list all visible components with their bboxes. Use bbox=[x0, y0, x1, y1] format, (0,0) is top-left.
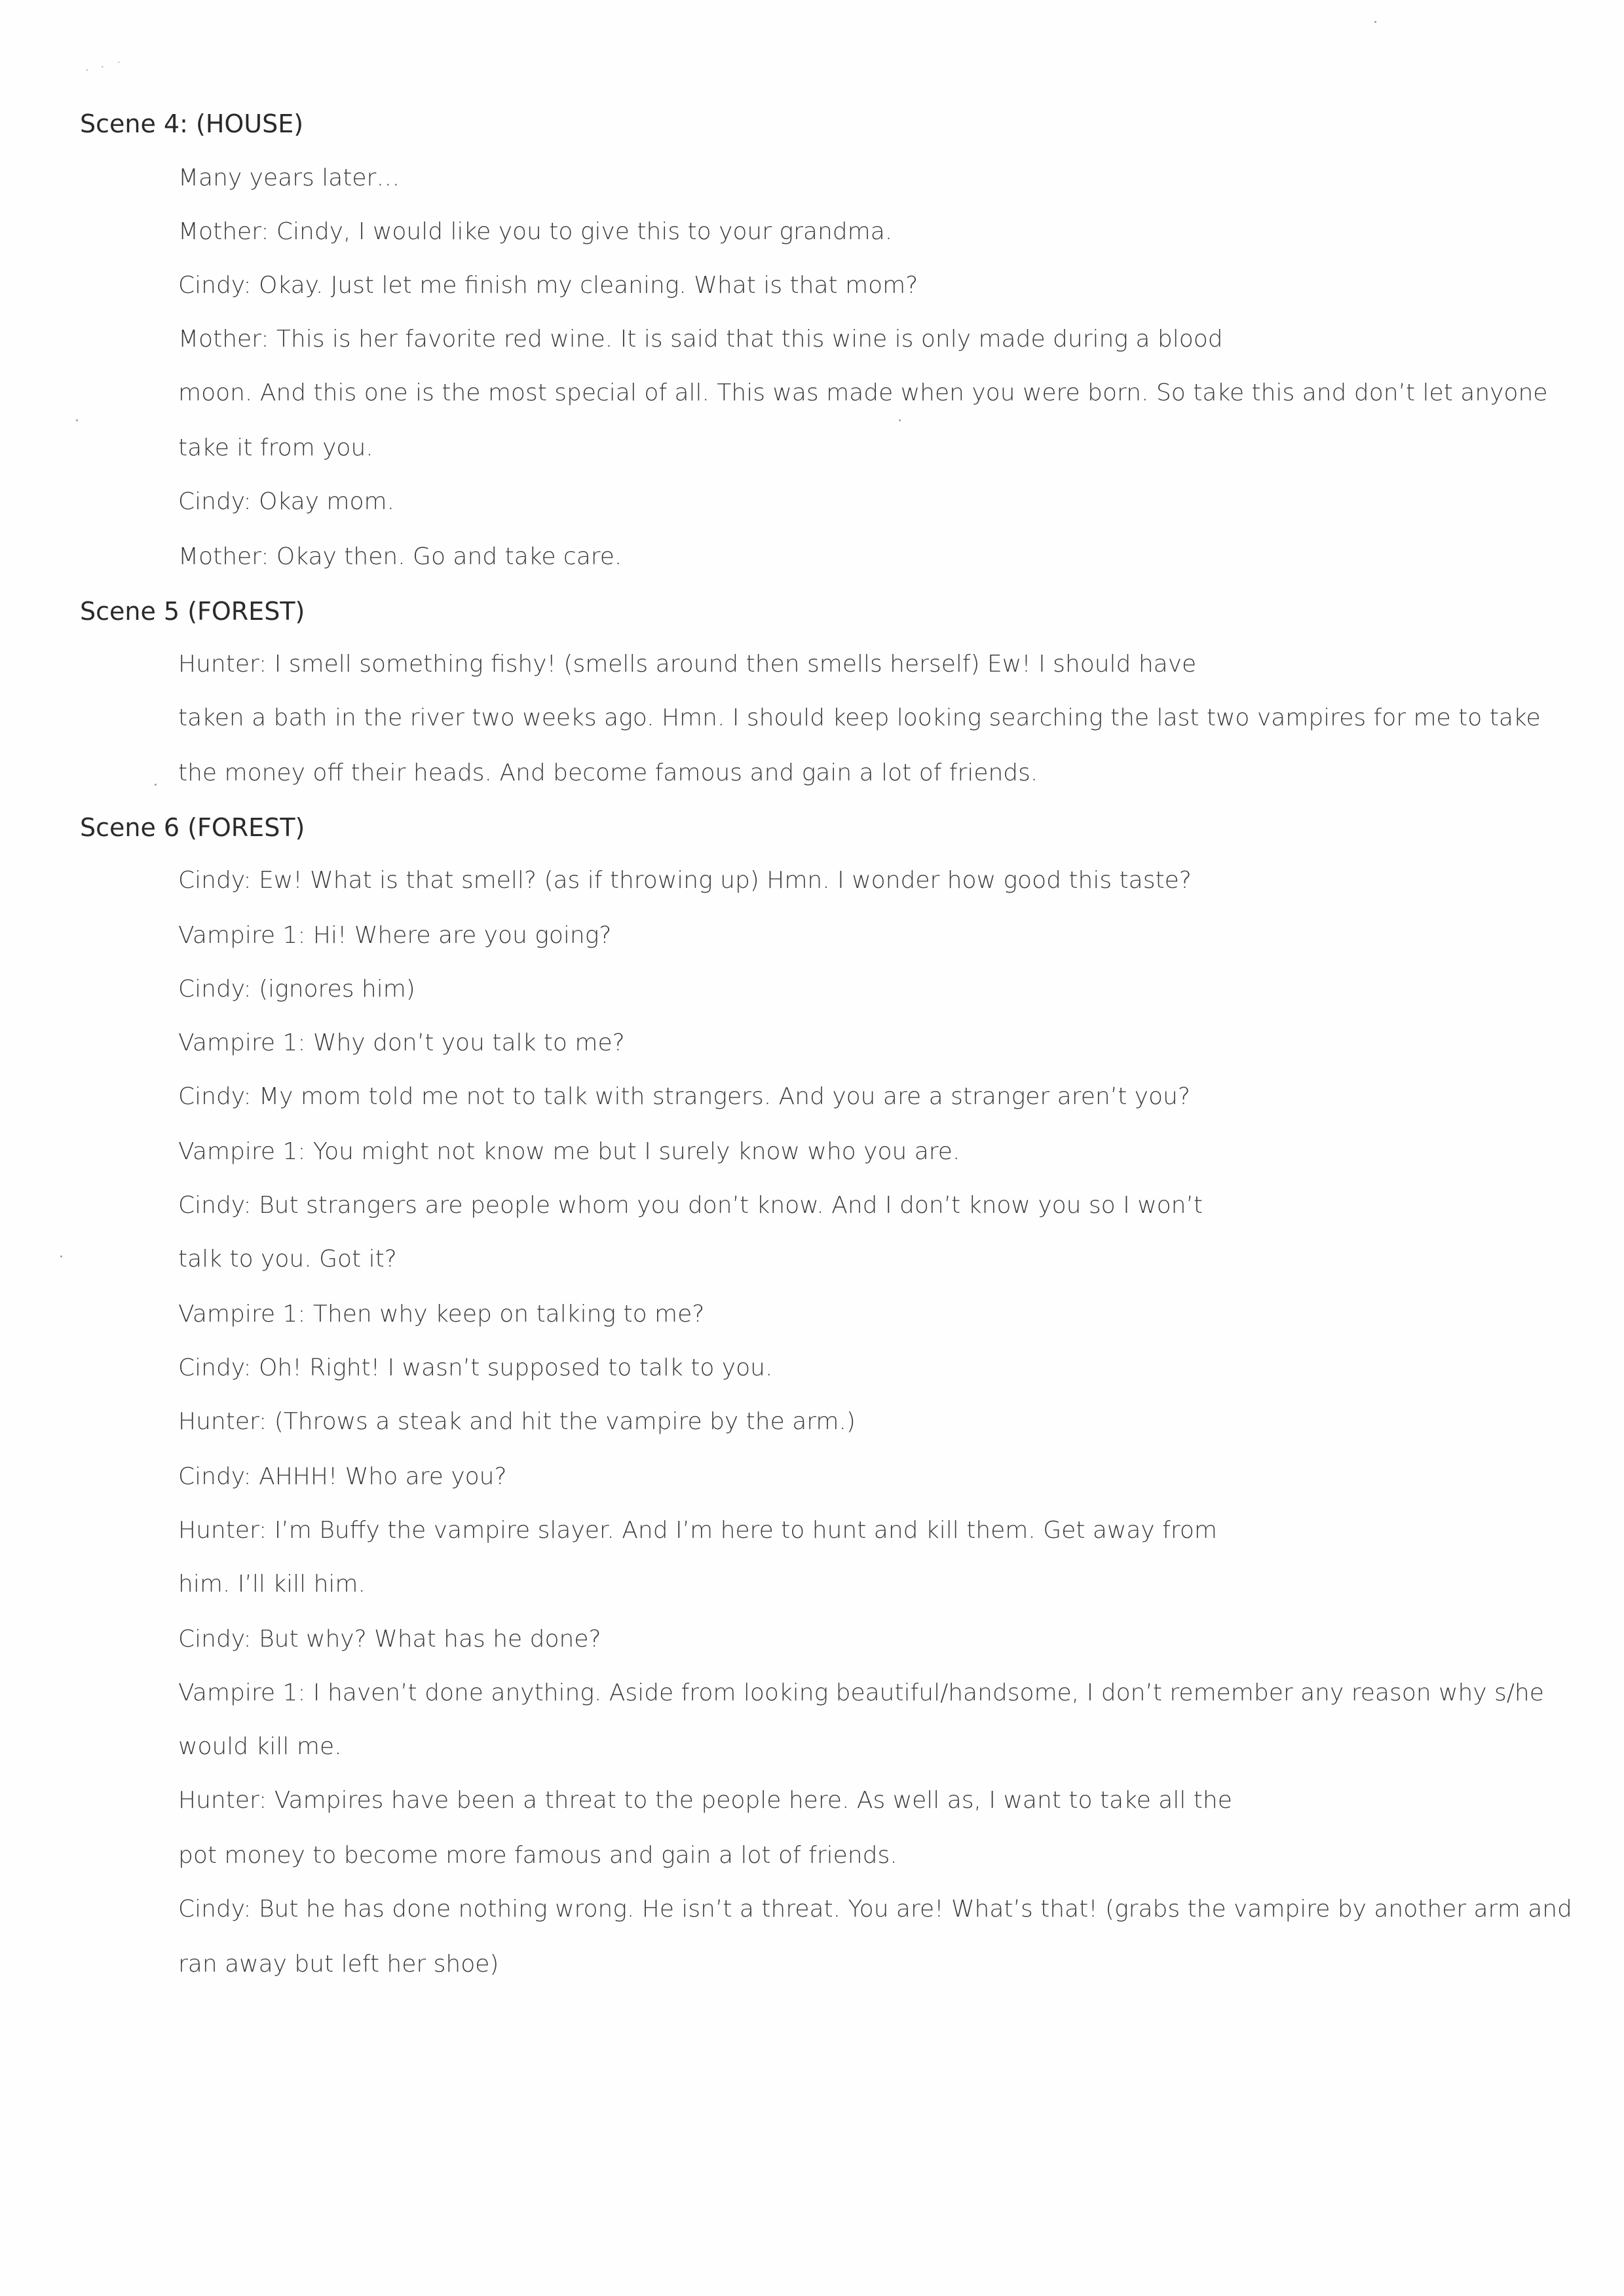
script-line: Cindy: Oh! Right! I wasn’t supposed to talk to you. bbox=[178, 1354, 773, 1381]
script-line: Vampire 1: Hi! Where are you going? bbox=[178, 922, 612, 949]
script-line: talk to you. Got it? bbox=[178, 1246, 397, 1272]
script-line: Vampire 1: Then why keep on talking to me? bbox=[178, 1301, 705, 1328]
script-line: pot money to become more famous and gain a lot of friends. bbox=[178, 1842, 897, 1869]
script-line: would kill me. bbox=[178, 1733, 342, 1760]
script-line: Vampire 1: I haven’t done anything. Aside from looking beautiful/handsome, I don’t remember any reason why s/he bbox=[178, 1679, 1544, 1706]
script-line: Cindy: (ignores him) bbox=[178, 976, 415, 1003]
script-line: taken a bath in the river two weeks ago. Hmn. I should keep looking searching the last two vampires for me to take bbox=[178, 704, 1541, 731]
script-line: Cindy: But he has done nothing wrong. He isn’t a threat. You are! What’s that! (grabs the vampire by another arm and bbox=[178, 1896, 1572, 1923]
script-line: Vampire 1: Why don’t you talk to me? bbox=[178, 1029, 625, 1056]
script-line: Cindy: My mom told me not to talk with strangers. And you are a stranger aren’t you? bbox=[178, 1083, 1190, 1110]
scan-speck bbox=[155, 784, 157, 786]
script-line: Hunter: I’m Buffy the vampire slayer. And I’m here to hunt and kill them. Get away from bbox=[178, 1517, 1217, 1544]
scan-speck bbox=[1374, 21, 1376, 23]
script-line: Cindy: AHHH! Who are you? bbox=[178, 1463, 507, 1490]
script-line: Mother: Cindy, I would like you to give this to your grandma. bbox=[178, 218, 893, 245]
script-line: Cindy: But strangers are people whom you don’t know. And I don’t know you so I won’t bbox=[178, 1192, 1203, 1219]
scene-heading: Scene 4: (HOUSE) bbox=[80, 109, 304, 138]
script-line: him. I’ll kill him. bbox=[178, 1571, 366, 1598]
script-line: Mother: This is her favorite red wine. It is said that this wine is only made during a blood bbox=[178, 326, 1223, 353]
scene-heading: Scene 5 (FOREST) bbox=[80, 597, 305, 626]
script-line: take it from you. bbox=[178, 434, 373, 461]
script-line: Vampire 1: You might not know me but I surely know who you are. bbox=[178, 1138, 960, 1165]
script-line: Many years later… bbox=[178, 164, 400, 191]
scene-heading: Scene 6 (FOREST) bbox=[80, 813, 305, 842]
scan-speck bbox=[899, 419, 901, 421]
script-line: Cindy: Okay mom. bbox=[178, 488, 395, 515]
script-line: Hunter: I smell something fishy! (smells around then smells herself) Ew! I should have bbox=[178, 651, 1197, 678]
script-line: Hunter: Vampires have been a threat to the people here. As well as, I want to take all the bbox=[178, 1787, 1232, 1814]
script-line: ran away but left her shoe) bbox=[178, 1951, 499, 1978]
scan-speck bbox=[60, 1255, 62, 1257]
script-line: the money off their heads. And become famous and gain a lot of friends. bbox=[178, 759, 1038, 786]
script-line: Cindy: Ew! What is that smell? (as if throwing up) Hmn. I wonder how good this taste? bbox=[178, 867, 1192, 894]
script-line: Cindy: But why? What has he done? bbox=[178, 1626, 601, 1653]
script-line: Cindy: Okay. Just let me finish my cleaning. What is that mom? bbox=[178, 272, 918, 299]
script-line: Hunter: (Throws a steak and hit the vampire by the arm.) bbox=[178, 1408, 856, 1435]
scan-speck bbox=[76, 419, 78, 421]
scan-artifact: . · ˙ bbox=[85, 60, 126, 74]
script-line: moon. And this one is the most special of all. This was made when you were born. So take this and don’t let anyone bbox=[178, 379, 1548, 406]
script-line: Mother: Okay then. Go and take care. bbox=[178, 543, 622, 570]
